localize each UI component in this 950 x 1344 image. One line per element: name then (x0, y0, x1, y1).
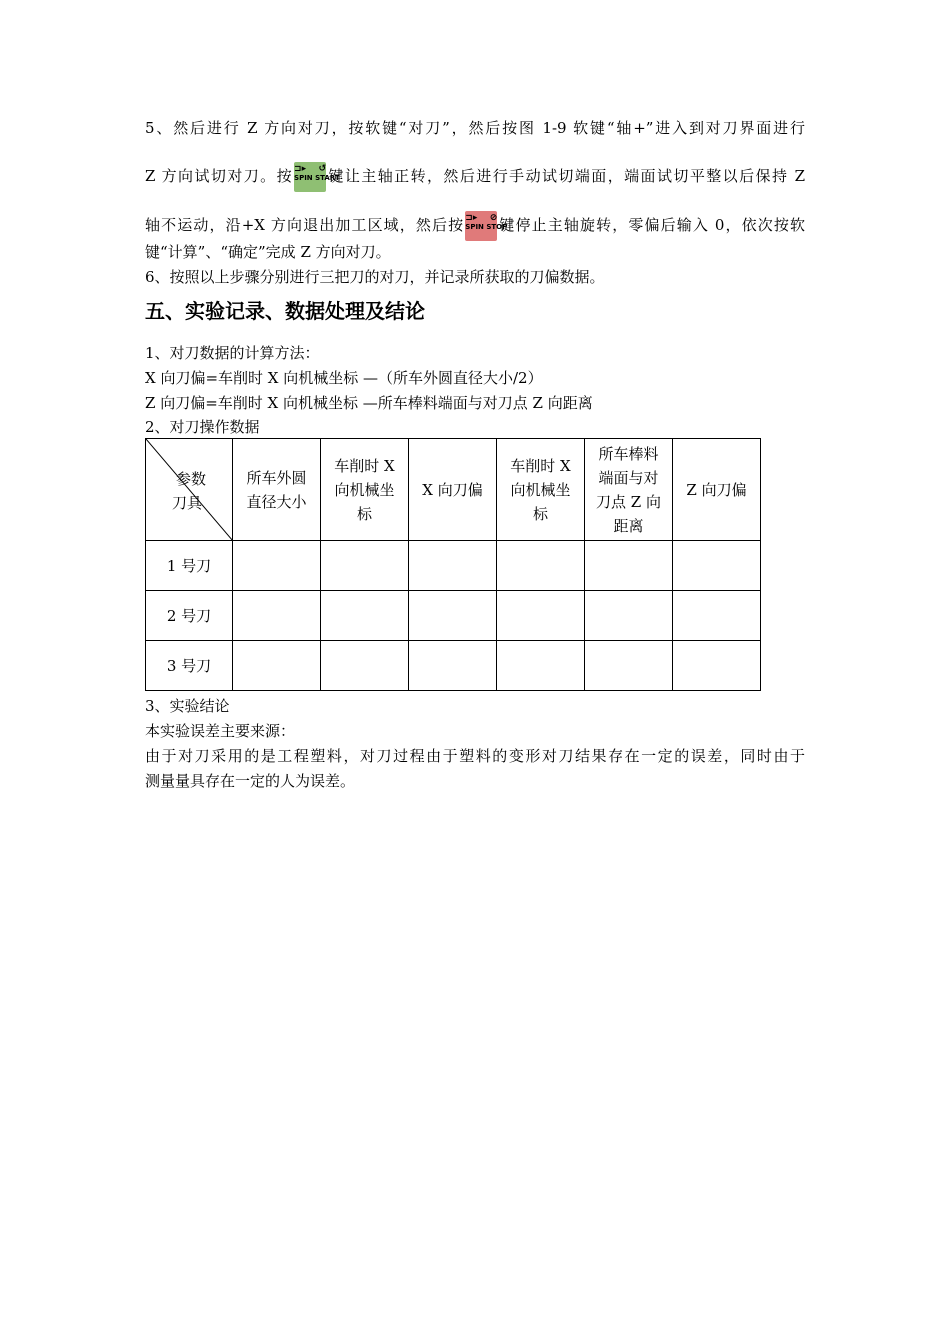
step5-line3-text-a: 轴不运动，沿+X 方向退出加工区域，然后按 (145, 216, 465, 234)
table-cell (673, 591, 761, 641)
step5-line2 (145, 162, 805, 192)
table-header-row (146, 439, 761, 541)
formula-x-line: X 向刀偏=车削时 X 向机械坐标 —（所车外圆直径大小/2） (145, 369, 543, 387)
step5-line1: 5、然后进行 Z 方向对刀，按软键“对刀”，然后按图 1-9 软键“轴+”进入到对刀界面进行 (145, 119, 805, 137)
table-header-cell: 车削时 X 向机械坐 标 (321, 439, 409, 541)
table-row (146, 591, 761, 641)
corner-label-tools: 刀具 (172, 494, 203, 512)
table-cell (673, 641, 761, 691)
table-cell (497, 541, 585, 591)
spin-start-key-icon: ⊐▸ ↺ SPIN START (294, 162, 326, 192)
table-header-cell: 所车棒料 端面与对 刀点 Z 向 距离 (585, 439, 673, 541)
table-cell (233, 591, 321, 641)
conclusion-line1: 由于对刀采用的是工程塑料，对刀过程由于塑料的变形对刀结果存在一定的误差，同时由于 (145, 747, 805, 765)
conclusion-line2: 测量量具存在一定的人为误差。 (145, 772, 356, 790)
spin-stop-key-label: SPIN STOP (465, 223, 508, 231)
table-cell (321, 641, 409, 691)
step6-line: 6、按照以上步骤分别进行三把刀的对刀，并记录所获取的刀偏数据。 (145, 268, 605, 286)
formula-z-line: Z 向刀偏=车削时 X 向机械坐标 —所车棒料端面与对刀点 Z 向距离 (145, 394, 593, 412)
table-cell (233, 641, 321, 691)
table-cell (409, 641, 497, 691)
row-label-cell: 2 号刀 (146, 591, 233, 641)
step5-line2-text-a: Z 方向试切对刀。按 (145, 167, 294, 185)
table-cell (497, 591, 585, 641)
item1-line: 1、对刀数据的计算方法： (145, 344, 320, 362)
row-label-cell: 1 号刀 (146, 541, 233, 591)
spin-stop-key-icon: ⊐▸ ⊘ SPIN STOP (465, 211, 497, 241)
table-row (146, 541, 761, 591)
spin-start-key-label: SPIN START (294, 174, 340, 182)
step5-line2-text-b: 键让主轴正转，然后进行手动试切端面，端面试切平整以后保持 Z (327, 167, 805, 185)
table-row (146, 641, 761, 691)
table-cell (321, 541, 409, 591)
error-source-title: 本实验误差主要来源： (145, 722, 296, 740)
tool-offset-table (145, 438, 761, 691)
table-header-cell: 所车外圆 直径大小 (233, 439, 321, 541)
table-cell (321, 591, 409, 641)
table-header-cell: X 向刀偏 (409, 439, 497, 541)
table-cell (673, 541, 761, 591)
table-corner-cell (146, 439, 233, 541)
section-heading: 五、实验记录、数据处理及结论 (145, 299, 425, 323)
table-cell (409, 541, 497, 591)
table-cell (585, 591, 673, 641)
table-header-cell: 车削时 X 向机械坐 标 (497, 439, 585, 541)
table-cell (497, 641, 585, 691)
step5-line3-text-b: 键停止主轴旋转，零偏后输入 0，依次按软 (498, 216, 805, 234)
item2-line: 2、对刀操作数据 (145, 418, 260, 436)
table-cell (585, 641, 673, 691)
step5-line3 (145, 211, 805, 241)
step5-line4: 键“计算”、“确定”完成 Z 方向对刀。 (145, 243, 391, 261)
table-header-cell: Z 向刀偏 (673, 439, 761, 541)
row-label-cell: 3 号刀 (146, 641, 233, 691)
table-cell (585, 541, 673, 591)
table-cell (409, 591, 497, 641)
corner-label-params: 参数 (176, 470, 207, 488)
item3-line: 3、实验结论 (145, 697, 230, 715)
table-cell (233, 541, 321, 591)
